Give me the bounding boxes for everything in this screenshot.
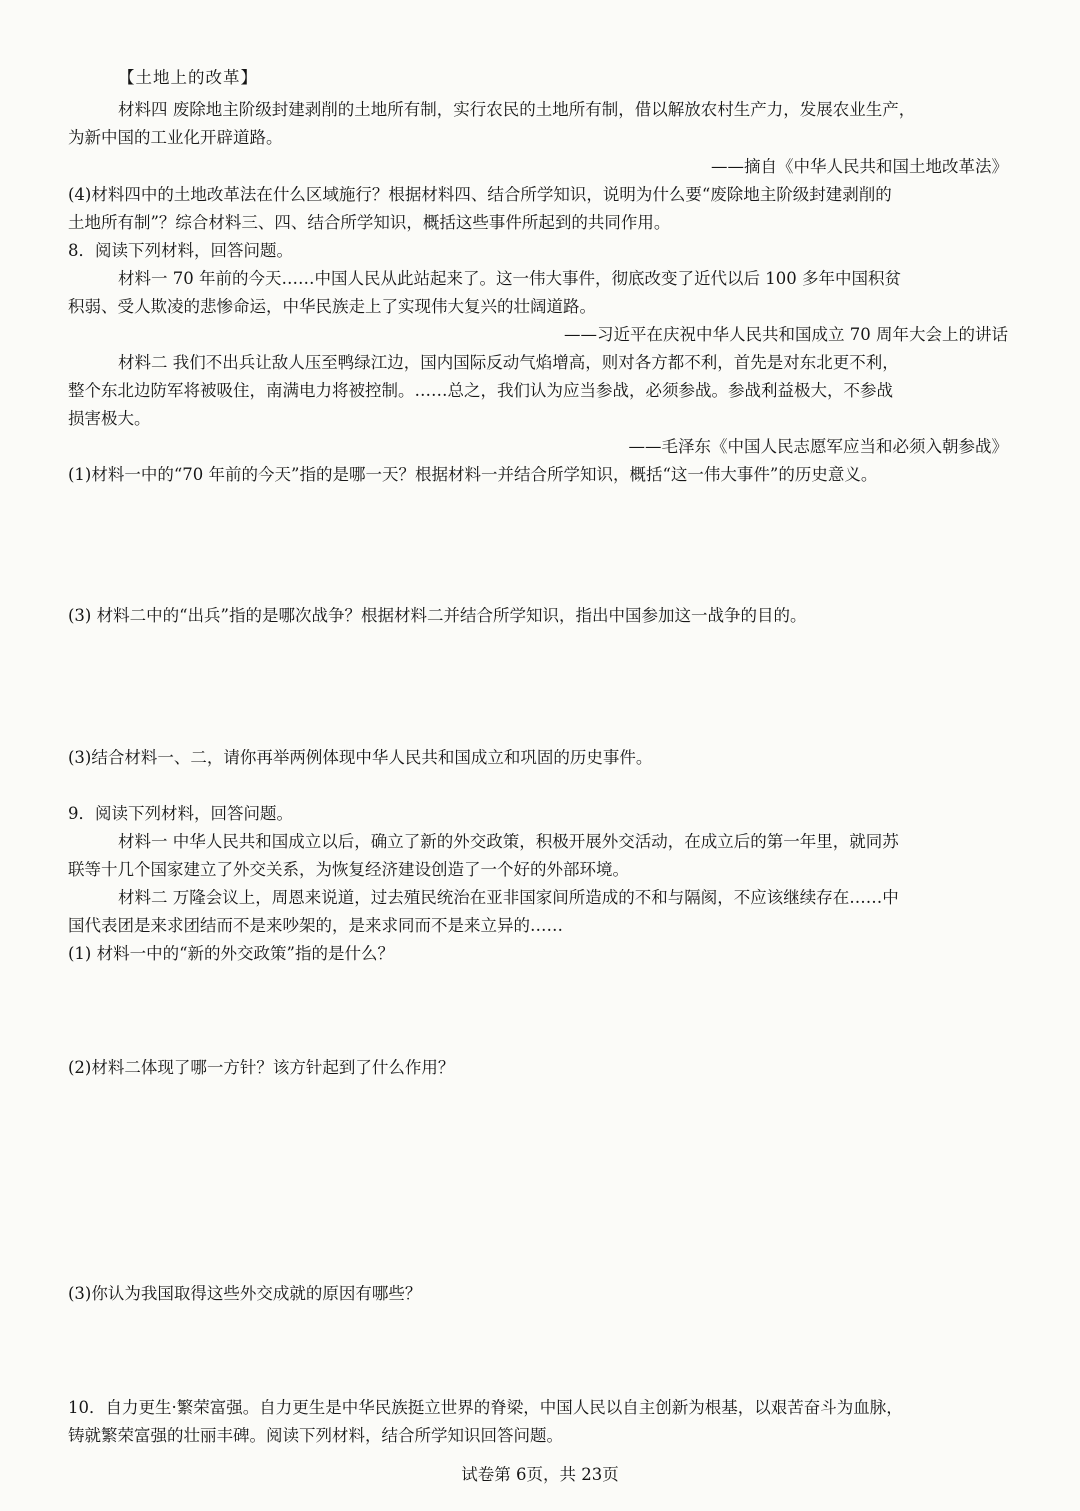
q9-question-3: (3)你认为我国取得这些外交成就的原因有哪些？ <box>68 1284 422 1303</box>
material4-source: ——摘自《中华人民共和国土地改革法》 <box>711 157 1008 176</box>
q8-question-1: (1)材料一中的“70 年前的今天”指的是哪一天？根据材料一并结合所学知识，概括“这一伟大事件”的历史意义。 <box>68 465 878 484</box>
q9-question-1: (1) 材料一中的“新的外交政策”指的是什么？ <box>68 944 394 963</box>
q9-material1-line-1: 材料一 中华人民共和国成立以后，确立了新的外交政策，积极开展外交活动，在成立后的第一年里，就同苏 <box>118 832 899 851</box>
material4-line-1: 材料四 废除地主阶级封建剥削的土地所有制，实行农民的土地所有制，借以解放农村生产力，发展农业生产， <box>118 100 916 119</box>
page-footer: 试卷第 6页，共 23页 <box>461 1465 619 1484</box>
q8-question-2: (3) 材料二中的“出兵”指的是哪次战争？根据材料二并结合所学知识，指出中国参加这一战争的目的。 <box>68 606 807 625</box>
q4-line-2: 土地所有制”？综合材料三、四、结合所学知识，概括这些事件所起到的共同作用。 <box>68 213 671 232</box>
q8-material1-line-2: 积弱、受人欺凌的悲惨命运，中华民族走上了实现伟大复兴的壮阔道路。 <box>68 297 596 316</box>
q8-material2-line-3: 损害极大。 <box>68 409 151 428</box>
q4-line-1: (4)材料四中的土地改革法在什么区域施行？根据材料四、结合所学知识，说明为什么要“废除地主阶级封建剥削的 <box>68 185 892 204</box>
q8-material2-source: ——毛泽东《中国人民志愿军应当和必须入朝参战》 <box>628 437 1008 456</box>
q9-material2-line-1: 材料二 万隆会议上，周恩来说道，过去殖民统治在亚非国家间所造成的不和与隔阂，不应该继续存在……中 <box>118 888 899 907</box>
q8-material2-line-2: 整个东北边防军将被吸住，南满电力将被控制。……总之，我们认为应当参战，必须参战。参战利益极大，不参战 <box>68 381 893 400</box>
q9-material2-line-2: 国代表团是来求团结而不是来吵架的，是来求同而不是来立异的…… <box>68 916 563 935</box>
q9-heading: 9．阅读下列材料，回答问题。 <box>68 804 293 823</box>
q8-question-3: (3)结合材料一、二，请你再举两例体现中华人民共和国成立和巩固的历史事件。 <box>68 748 653 767</box>
q9-material1-line-2: 联等十几个国家建立了外交关系，为恢复经济建设创造了一个好的外部环境。 <box>68 860 629 879</box>
section-title: 【土地上的改革】 <box>118 68 258 87</box>
q8-material1-source: ——习近平在庆祝中华人民共和国成立 70 周年大会上的讲话 <box>564 325 1008 344</box>
q10-line-2: 铸就繁荣富强的壮丽丰碑。阅读下列材料，结合所学知识回答问题。 <box>68 1426 563 1445</box>
q8-material1-line-1: 材料一 70 年前的今天……中国人民从此站起来了。这一伟大事件，彻底改变了近代以后 100 多年中国积贫 <box>118 269 901 288</box>
q8-material2-line-1: 材料二 我们不出兵让敌人压至鸭绿江边，国内国际反动气焰增高，则对各方都不利，首先是对东北更不利， <box>118 353 899 372</box>
material4-line-2: 为新中国的工业化开辟道路。 <box>68 128 283 147</box>
q10-line-1: 10．自力更生·繁荣富强。自力更生是中华民族挺立世界的脊梁，中国人民以自主创新为根基，以艰苦奋斗为血脉， <box>68 1398 903 1417</box>
q8-heading: 8．阅读下列材料，回答问题。 <box>68 241 293 260</box>
q9-question-2: (2)材料二体现了哪一方针？该方针起到了什么作用？ <box>68 1058 455 1077</box>
